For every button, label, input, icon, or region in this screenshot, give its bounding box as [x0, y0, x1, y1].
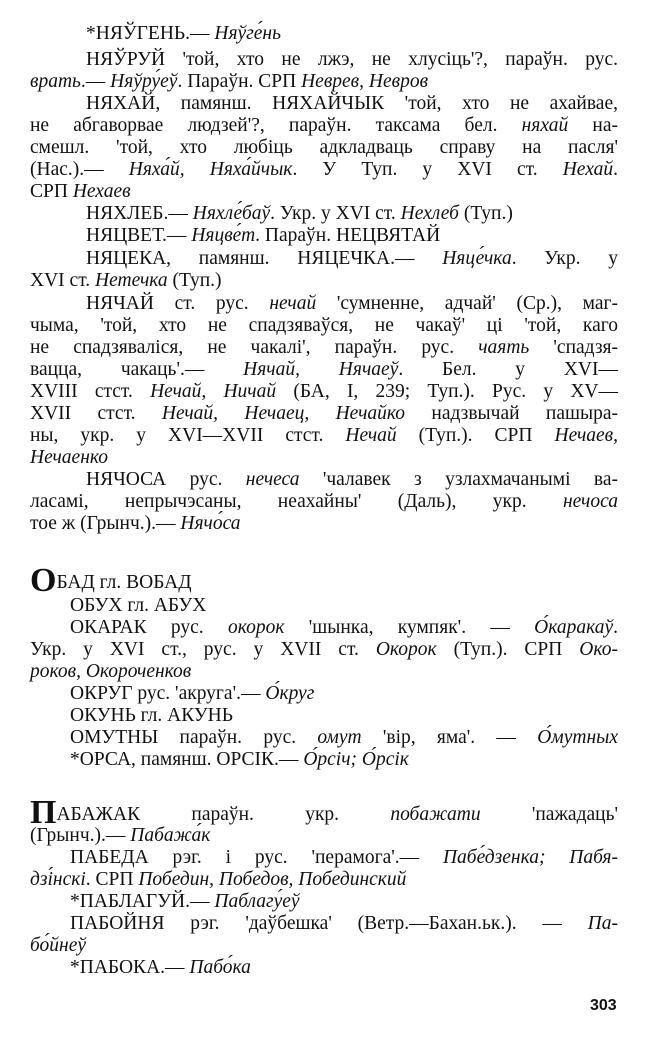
text-line — [30, 403, 618, 424]
line-text: (Грынч.).— — [30, 825, 131, 846]
text-line — [30, 869, 618, 890]
text-line — [86, 225, 618, 246]
text-line — [30, 513, 618, 534]
line-text: на- — [568, 115, 618, 136]
italic-text: Нечаев, — [554, 425, 619, 446]
text-line — [30, 447, 618, 468]
line-text: НЯЦЕКА, памянш. НЯЦЕЧКА.— — [86, 248, 443, 269]
line-text: смешл. 'той, хто любіць адкладваць справу на пасля' — [30, 137, 618, 158]
text-line — [86, 23, 618, 44]
italic-text: дзі́нскі — [30, 869, 86, 890]
line-text: XVI ст. — [30, 270, 95, 291]
italic-text: окорок — [227, 617, 285, 638]
italic-text: Пабе́дзенка; Пабя- — [442, 847, 618, 868]
italic-text: Нечай, Ничай — [150, 381, 277, 402]
line-text: ОКУНЬ гл. АКУНЬ — [70, 705, 233, 726]
line-text: 'вір, яма'. — — [361, 727, 538, 748]
italic-text: О́каракаў — [534, 617, 614, 638]
line-text: . СРП — [85, 869, 139, 890]
line-text: . — [613, 159, 618, 180]
italic-text: Неврев, Невров — [301, 71, 429, 92]
line-text: ПАБЕДА рэг. і рус. 'перамога'.— — [70, 847, 443, 868]
text-line — [70, 617, 618, 638]
line-text: чыма, 'той, хто не спадзяваўся, не чакаў' ці 'той, каго — [30, 315, 618, 336]
text-line — [86, 248, 618, 269]
line-text: XVII стст. — [30, 403, 162, 424]
italic-text: О́мутных — [537, 727, 618, 748]
italic-text: Нячай, Нячаеў — [243, 359, 399, 380]
italic-text: Няўге́нь — [214, 23, 281, 44]
line-text: . Укр. у — [511, 248, 618, 269]
italic-text: роков, Окороченков — [30, 661, 192, 682]
line-text: (Туп.). СРП — [436, 639, 580, 660]
italic-text: Нечаенко — [30, 447, 108, 468]
italic-text: Няце́чка — [442, 248, 512, 269]
line-text: . Параўн. СРП — [177, 71, 302, 92]
line-text: (Нас.).— — [30, 159, 129, 180]
line-text: *ПАБЛАГУЙ.— — [70, 891, 215, 912]
text-line — [30, 794, 618, 831]
italic-text: Па- — [587, 913, 618, 934]
line-text: НЯЧАЙ ст. рус. — [86, 293, 270, 314]
line-text: НЯХЛЕБ.— — [86, 203, 193, 224]
italic-text: Нечай — [345, 425, 397, 446]
italic-text: нечеса — [245, 469, 300, 490]
line-text: ОМУТНЫ параўн. рус. — [70, 727, 318, 748]
italic-text: Нетечка — [95, 270, 168, 291]
line-text: XVIII стст. — [30, 381, 151, 402]
line-text: НЯХАЙ, памянш. НЯХАЙЧЫК 'той, хто не ахайвае, — [86, 93, 618, 114]
italic-text: Няха́й, Няха́йчык — [128, 159, 293, 180]
line-text: . Бел. у XVI— — [398, 359, 618, 380]
text-line — [70, 847, 618, 868]
text-line — [30, 639, 618, 660]
line-text: СРП — [30, 181, 73, 202]
text-line — [70, 727, 618, 748]
text-line — [30, 935, 618, 956]
line-text: 'спадзя- — [529, 337, 618, 358]
text-line — [30, 491, 618, 512]
line-text: БАД гл. ВОБАД — [56, 572, 192, 593]
line-text: ПАБОЙНЯ рэг. 'даўбешка' (Ветр.—Бахан.ьк.). — — [70, 913, 588, 934]
line-text: ОБУХ гл. АБУХ — [70, 595, 207, 616]
text-line — [70, 957, 618, 978]
line-text: 'чалавек з узлахмачанымі ва- — [299, 469, 618, 490]
line-text: ОКРУГ рус. 'акруга'.— — [70, 683, 266, 704]
line-text: НЯЎРУЙ 'той, хто не лжэ, не хлусіць'?, параўн. рус. — [86, 49, 618, 70]
italic-text: омут — [317, 727, 362, 748]
italic-text: Нехаев — [72, 181, 131, 202]
italic-text: нечай — [269, 293, 317, 314]
line-text: АБАЖАК параўн. укр. — [56, 804, 391, 825]
line-text: *ОРСА, памянш. ОРСІК.— — [70, 749, 304, 770]
text-line — [30, 359, 618, 380]
italic-text: Нехлеб — [400, 203, 459, 224]
italic-text: Нечай, Нечаец, Нечайко — [161, 403, 406, 424]
line-text: НЯЦВЕТ.— — [86, 225, 192, 246]
text-line — [30, 337, 618, 358]
italic-text: Победин, Победов, Побединский — [138, 869, 407, 890]
italic-text: Няўру́еў — [110, 71, 178, 92]
text-line — [30, 159, 618, 180]
text-line — [70, 749, 618, 770]
line-text: (Туп.) — [458, 203, 513, 224]
line-text: . — [613, 617, 618, 638]
italic-text: бо́йнеў — [30, 935, 87, 956]
italic-text: няхай — [521, 115, 569, 136]
line-text: .— — [80, 71, 111, 92]
line-text: ласамі, непрычэсаны, неахайны' (Даль), укр. — [30, 491, 563, 512]
line-text: *ПАБОКА.— — [70, 957, 190, 978]
italic-text: Паблагу́еў — [214, 891, 300, 912]
line-text: не спадзяваліся, не чакалі', параўн. рус. — [30, 337, 479, 358]
text-line — [70, 891, 618, 912]
text-line — [30, 562, 618, 599]
line-text: вацца, чакаць'.— — [30, 359, 244, 380]
section-initial: О — [30, 562, 57, 599]
text-line — [30, 71, 618, 92]
line-text: 'пажадаць' — [480, 804, 618, 825]
italic-text: Няцве́т — [191, 225, 256, 246]
text-line — [86, 93, 618, 114]
text-line — [86, 49, 618, 70]
line-text: 'шынка, кумпяк'. — — [284, 617, 535, 638]
page-number: 303 — [590, 997, 617, 1014]
italic-text: Око- — [579, 639, 618, 660]
line-text: . У Туп. у XVI ст. — [292, 159, 563, 180]
section-initial: П — [30, 794, 57, 831]
text-line — [30, 181, 618, 202]
text-line — [30, 425, 618, 446]
line-text: надзвычай пашыра- — [405, 403, 619, 424]
text-line — [30, 270, 618, 291]
italic-text: чаять — [478, 337, 530, 358]
italic-text: нечоса — [562, 491, 618, 512]
text-line — [70, 913, 618, 934]
line-text: *НЯЎГЕНЬ.— — [86, 23, 215, 44]
text-line — [70, 683, 618, 704]
line-text: НЯЧОСА рус. — [86, 469, 246, 490]
text-line — [86, 203, 618, 224]
text-line — [70, 705, 618, 726]
italic-text: Няхле́баў — [192, 203, 271, 224]
text-line — [86, 293, 618, 314]
line-text: (БА, I, 239; Туп.). Рус. у XV— — [276, 381, 618, 402]
text-line — [30, 115, 618, 136]
italic-text: врать — [30, 71, 81, 92]
line-text: . Параўн. НЕЦВЯТАЙ — [255, 225, 441, 246]
italic-text: Пабажа́к — [130, 825, 211, 846]
italic-text: побажати — [390, 804, 481, 825]
line-text: (Туп.). СРП — [396, 425, 555, 446]
line-text: тое ж (Грынч.).— — [30, 513, 181, 534]
line-text: Укр. у XVI ст., рус. у XVII ст. — [30, 639, 376, 660]
line-text: 'сумненне, адчай' (Ср.), маг- — [316, 293, 618, 314]
text-line — [30, 825, 618, 846]
text-line — [70, 595, 618, 616]
italic-text: О́круг — [265, 683, 315, 704]
text-line — [30, 661, 618, 682]
text-line — [30, 315, 618, 336]
line-text: не абгаворвае людзей'?, параўн. таксама бел. — [30, 115, 522, 136]
text-line — [86, 469, 618, 490]
italic-text: Пабо́ка — [189, 957, 251, 978]
italic-text: О́рсіч; О́рсік — [303, 749, 409, 770]
text-line — [30, 137, 618, 158]
line-text: (Туп.) — [167, 270, 222, 291]
italic-text: Окорок — [375, 639, 437, 660]
text-line — [30, 381, 618, 402]
line-text: ны, укр. у XVI—XVII стст. — [30, 425, 346, 446]
line-text: . Укр. у XVI ст. — [270, 203, 401, 224]
italic-text: Нехай — [562, 159, 614, 180]
italic-text: Нячо́са — [180, 513, 241, 534]
line-text: ОКАРАК рус. — [70, 617, 228, 638]
